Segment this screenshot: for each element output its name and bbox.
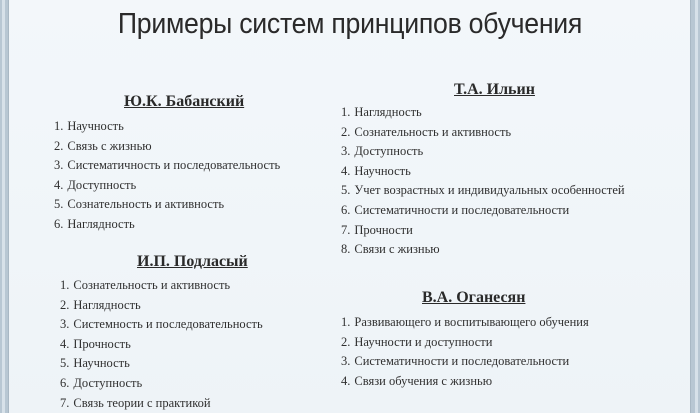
slide-title: Примеры систем принципов обучения <box>117 8 583 40</box>
list-item: 4. Доступность <box>54 177 137 192</box>
right-decorative-bar <box>690 0 700 413</box>
list-item: 3. Доступность <box>341 144 424 159</box>
list-item: 5. Научность <box>60 356 130 371</box>
principles-list <box>60 276 263 413</box>
author-heading: Т.А. Ильин <box>454 81 535 98</box>
left-decorative-bar <box>0 0 9 413</box>
list-item: 1. Научность <box>54 119 124 133</box>
list-item: 2. Связь с жизнью <box>54 138 152 153</box>
list-item: 1. Сознательность и активность <box>60 278 231 292</box>
list-item: 3. Систематичности и последовательности <box>341 354 570 369</box>
list-item: 2. Сознательность и активность <box>341 124 512 139</box>
list-item: 5. Сознательность и активность <box>54 197 225 212</box>
list-item: 7. Прочности <box>341 222 413 237</box>
list-item: 7. Связь теории с практикой <box>60 395 211 410</box>
list-item: 6. Доступность <box>60 375 143 390</box>
list-item: 3. Системность и последовательность <box>60 317 263 332</box>
list-item: 2. Наглядность <box>60 297 141 312</box>
list-item: 5. Учет возрастных и индивидуальных особенностей <box>341 183 625 198</box>
list-item: 8. Связи с жизнью <box>341 242 440 257</box>
list-item: 4. Прочность <box>60 336 131 351</box>
list-item: 4. Научность <box>341 163 411 178</box>
list-item: 4. Связи обучения с жизнью <box>341 373 493 388</box>
principles-list <box>341 103 625 260</box>
list-item: 1. Развивающего и воспитывающего обучения <box>341 315 589 329</box>
list-item: 1. Наглядность <box>341 105 422 119</box>
principles-list <box>341 313 589 391</box>
author-heading: Ю.К. Бабанский <box>124 93 245 110</box>
author-heading: И.П. Подласый <box>137 253 248 270</box>
author-heading: В.А. Оганесян <box>422 289 526 306</box>
principles-list <box>54 117 280 235</box>
list-item: 6. Наглядность <box>54 216 135 231</box>
list-item: 6. Систематичности и последовательности <box>341 202 570 217</box>
list-item: 2. Научности и доступности <box>341 334 493 349</box>
list-item: 3. Систематичность и последовательность <box>54 158 281 173</box>
